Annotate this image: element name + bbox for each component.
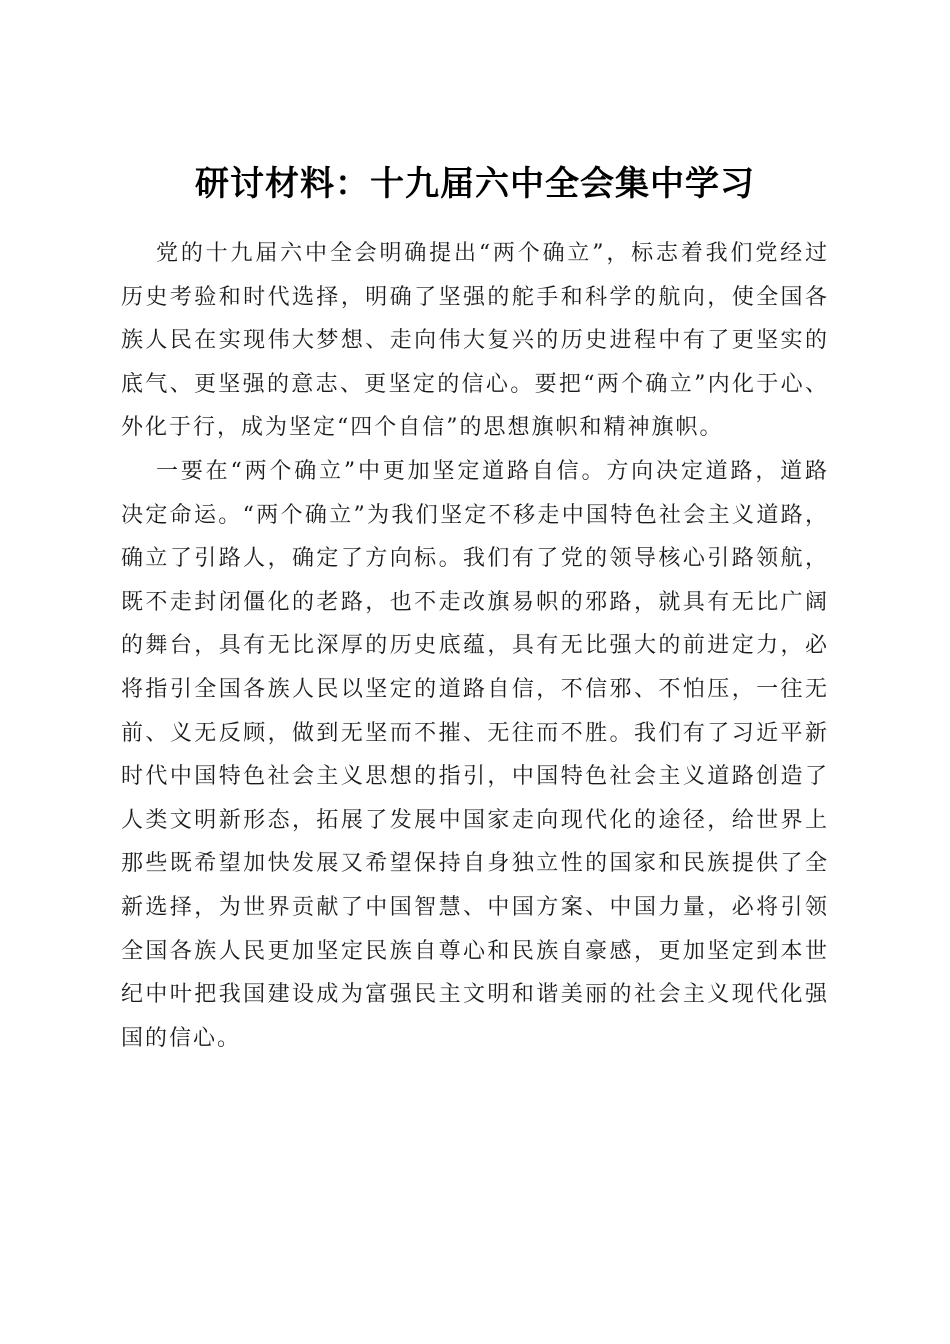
- paragraph-intro: 党的十九届六中全会明确提出“两个确立”，标志着我们党经过历史考验和时代选择，明确了坚强的舵手和科学的航向，使全国各族人民在实现伟大梦想、走向伟大复兴的历史进程中有了更坚实的底气、更坚强的意志、更坚定的信心。要把“两个确立”内化于心、外化于行，成为坚定“四个自信”的思想旗帜和精神旗帜。: [121, 241, 829, 441]
- document-body: [121, 232, 829, 1060]
- paragraph-road-confidence: 一要在“两个确立”中更加坚定道路自信。方向决定道路，道路决定命运。“两个确立”为我们坚定不移走中国特色社会主义道路，确立了引路人，确定了方向标。我们有了党的领导核心引路领航，既不走封闭僵化的老路，也不走改旗易帜的邪路，就具有无比广阔的舞台，具有无比深厚的历史底蕴，具有无比强大的前进定力，必将指引全国各族人民以坚定的道路自信，不信邪、不怕压，一往无前、义无反顾，做到无坚而不摧、无往而不胜。我们有了习近平新时代中国特色社会主义思想的指引，中国特色社会主义道路创造了人类文明新形态，拓展了发展中国家走向现代化的途径，给世界上那些既希望加快发展又希望保持自身独立性的国家和民族提供了全新选择，为世界贡献了中国智慧、中国方案、中国力量，必将引领全国各族人民更加坚定民族自尊心和民族自豪感，更加坚定到本世纪中叶把我国建设成为富强民主文明和谐美丽的社会主义现代化强国的信心。: [121, 458, 829, 1051]
- document-title: 研讨材料：十九届六中全会集中学习: [195, 163, 755, 204]
